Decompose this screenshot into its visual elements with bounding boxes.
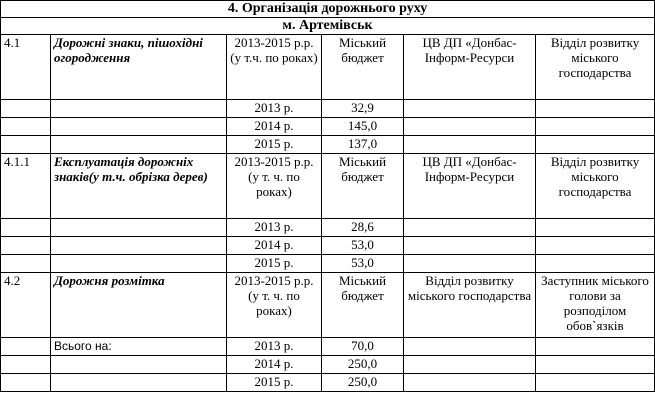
amount: 70,0 bbox=[322, 338, 404, 356]
row-number: 4.2 bbox=[1, 273, 51, 338]
year-row bbox=[1, 237, 655, 255]
city-row bbox=[1, 18, 655, 35]
amount: 137,0 bbox=[322, 136, 404, 154]
year-label: 2015 р. bbox=[227, 374, 322, 392]
measure-name: Дорожні знаки, пішохідні огородження bbox=[51, 35, 227, 100]
total-row bbox=[1, 374, 655, 392]
funding-source: Міський бюджет bbox=[322, 273, 404, 338]
period: 2013-2015 р.р. (у т. ч. по роках) bbox=[227, 154, 322, 219]
year-label: 2014 р. bbox=[227, 237, 322, 255]
executor: ЦВ ДП «Донбас-Інформ-Ресурси bbox=[404, 154, 536, 219]
total-row bbox=[1, 356, 655, 374]
year-row bbox=[1, 100, 655, 118]
year-row bbox=[1, 219, 655, 237]
year-label: 2013 р. bbox=[227, 100, 322, 118]
row-number: 4.1 bbox=[1, 35, 51, 100]
year-label: 2014 р. bbox=[227, 356, 322, 374]
responsible: Заступник міського голови за розподілом обов`язків bbox=[536, 273, 655, 338]
amount: 250,0 bbox=[322, 356, 404, 374]
total-label: Всього на: bbox=[51, 338, 227, 356]
responsible: Відділ розвитку міського господарства bbox=[536, 154, 655, 219]
funding-source: Міський бюджет bbox=[322, 35, 404, 100]
year-label: 2014 р. bbox=[227, 118, 322, 136]
executor: Відділ розвитку міського господарства bbox=[404, 273, 536, 338]
amount: 53,0 bbox=[322, 255, 404, 273]
year-row bbox=[1, 255, 655, 273]
city-title: м. Артемівськ bbox=[1, 18, 655, 35]
section-title: 4. Організація дорожнього руху bbox=[1, 1, 655, 18]
year-label: 2015 р. bbox=[227, 136, 322, 154]
executor: ЦВ ДП «Донбас-Інформ-Ресурси bbox=[404, 35, 536, 100]
year-label: 2015 р. bbox=[227, 255, 322, 273]
measure-name: Дорожня розмітка bbox=[51, 273, 227, 338]
table-row bbox=[1, 273, 655, 338]
total-row bbox=[1, 338, 655, 356]
year-label: 2013 р. bbox=[227, 219, 322, 237]
period: 2013-2015 р.р. (у т. ч. по роках) bbox=[227, 273, 322, 338]
amount: 145,0 bbox=[322, 118, 404, 136]
year-row bbox=[1, 136, 655, 154]
amount: 53,0 bbox=[322, 237, 404, 255]
amount: 32,9 bbox=[322, 100, 404, 118]
table-row bbox=[1, 154, 655, 219]
measure-name: Експлуатація дорожніх знаків(у т.ч. обрізка дерев) bbox=[51, 154, 227, 219]
responsible: Відділ розвитку міського господарства bbox=[536, 35, 655, 100]
year-row bbox=[1, 118, 655, 136]
table-row bbox=[1, 35, 655, 100]
row-number: 4.1.1 bbox=[1, 154, 51, 219]
year-label: 2013 р. bbox=[227, 338, 322, 356]
section-header-row bbox=[1, 1, 655, 18]
funding-source: Міський бюджет bbox=[322, 154, 404, 219]
amount: 250,0 bbox=[322, 374, 404, 392]
amount: 28,6 bbox=[322, 219, 404, 237]
period: 2013-2015 р.р. (у т.ч. по роках) bbox=[227, 35, 322, 100]
